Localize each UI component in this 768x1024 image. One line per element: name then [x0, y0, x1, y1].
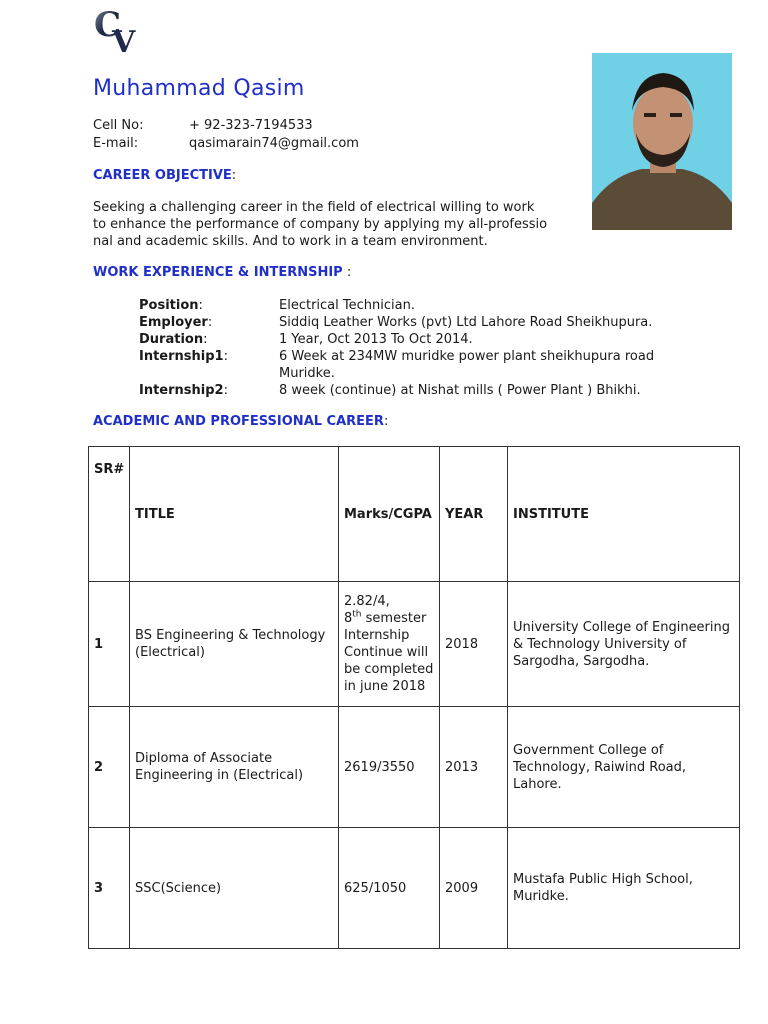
work-experience-heading: [93, 265, 351, 280]
cell-value: + 92-323-7194533: [189, 118, 313, 133]
work-value: 6 Week at 234MW muridke power plant sheikhupura road Muridke.: [279, 349, 655, 381]
cell-sr: 2: [89, 707, 130, 828]
marks-sup: th: [352, 609, 362, 620]
cell-year: 2009: [440, 828, 508, 949]
contact-cell: [93, 118, 313, 133]
cell-label: Cell No:: [93, 118, 144, 133]
career-objective-text: [93, 199, 593, 250]
cell-year: 2013: [440, 707, 508, 828]
candidate-name: Muhammad Qasim: [93, 76, 305, 101]
work-label: Internship1: [139, 349, 224, 364]
header-year: YEAR: [440, 447, 508, 582]
cv-logo: [92, 6, 144, 56]
academic-career-heading: [93, 414, 388, 429]
work-value: 8 week (continue) at Nishat mills ( Power Plant ) Bhikhi.: [279, 383, 641, 398]
contact-email: [93, 136, 359, 151]
email-label: E-mail:: [93, 136, 139, 151]
cell-title: BS Engineering & Technology (Electrical): [130, 582, 339, 707]
work-label: Employer: [139, 315, 208, 330]
academic-career-title: ACADEMIC AND PROFESSIONAL CAREER: [93, 414, 384, 429]
profile-photo: [592, 53, 732, 230]
career-objective-heading: [93, 168, 236, 183]
cell-title: Diploma of Associate Engineering in (Electrical): [130, 707, 339, 828]
work-label: Position: [139, 298, 199, 313]
table-row: [89, 828, 740, 949]
marks-rest: semester Internship Continue will be completed in june 2018: [344, 611, 434, 694]
career-objective-title: CAREER OBJECTIVE: [93, 168, 232, 183]
svg-text:C: C: [94, 6, 122, 45]
work-row-position: Position: Electrical Technician.: [139, 297, 699, 314]
work-value: Electrical Technician.: [279, 298, 415, 313]
work-row-duration: Duration: 1 Year, Oct 2013 To Oct 2014.: [139, 331, 699, 348]
cell-marks: 2619/3550: [339, 707, 440, 828]
cell-institute: University College of Engineering & Technology University of Sargodha, Sargodha.: [508, 582, 740, 707]
table-header-row: [89, 447, 740, 582]
work-row-internship1: Internship1: 6 Week at 234MW muridke power plant sheikhupura road Muridke.: [139, 348, 699, 382]
cell-marks: 625/1050: [339, 828, 440, 949]
cell-marks: [339, 582, 440, 707]
cell-institute: Government College of Technology, Raiwind Road, Lahore.: [508, 707, 740, 828]
academic-table: [88, 446, 740, 949]
cell-title: SSC(Science): [130, 828, 339, 949]
cell-sr: 1: [89, 582, 130, 707]
header-institute: INSTITUTE: [508, 447, 740, 582]
objective-line: Seeking a challenging career in the field of electrical willing to work: [93, 200, 535, 215]
header-title: TITLE: [130, 447, 339, 582]
table-row: [89, 707, 740, 828]
work-value: Siddiq Leather Works (pvt) Ltd Lahore Road Sheikhupura.: [279, 315, 653, 330]
email-value: qasimarain74@gmail.com: [189, 136, 359, 151]
work-experience-title: WORK EXPERIENCE & INTERNSHIP: [93, 265, 343, 280]
objective-line: nal and academic skills. And to work in a team environment.: [93, 234, 488, 249]
table-row: [89, 582, 740, 707]
header-sr: SR#: [89, 447, 130, 582]
work-label: Internship2: [139, 383, 224, 398]
work-row-employer: Employer: Siddiq Leather Works (pvt) Ltd Lahore Road Sheikhupura.: [139, 314, 699, 331]
work-row-internship2: Internship2: 8 week (continue) at Nishat mills ( Power Plant ) Bhikhi.: [139, 382, 699, 399]
svg-text:V: V: [112, 25, 136, 56]
marks-num: 8: [344, 611, 353, 626]
objective-line: to enhance the performance of company by applying my all-professio: [93, 217, 548, 232]
cell-year: 2018: [440, 582, 508, 707]
academic-career-colon: :: [383, 414, 389, 429]
marks-line1: 2.82/4,: [344, 594, 390, 609]
work-experience-colon: :: [342, 265, 352, 280]
cell-sr: 3: [89, 828, 130, 949]
cell-institute: Mustafa Public High School, Muridke.: [508, 828, 740, 949]
work-label: Duration: [139, 332, 204, 347]
career-objective-colon: :: [231, 168, 237, 183]
work-value: 1 Year, Oct 2013 To Oct 2014.: [279, 332, 473, 347]
header-marks: Marks/CGPA: [339, 447, 440, 582]
